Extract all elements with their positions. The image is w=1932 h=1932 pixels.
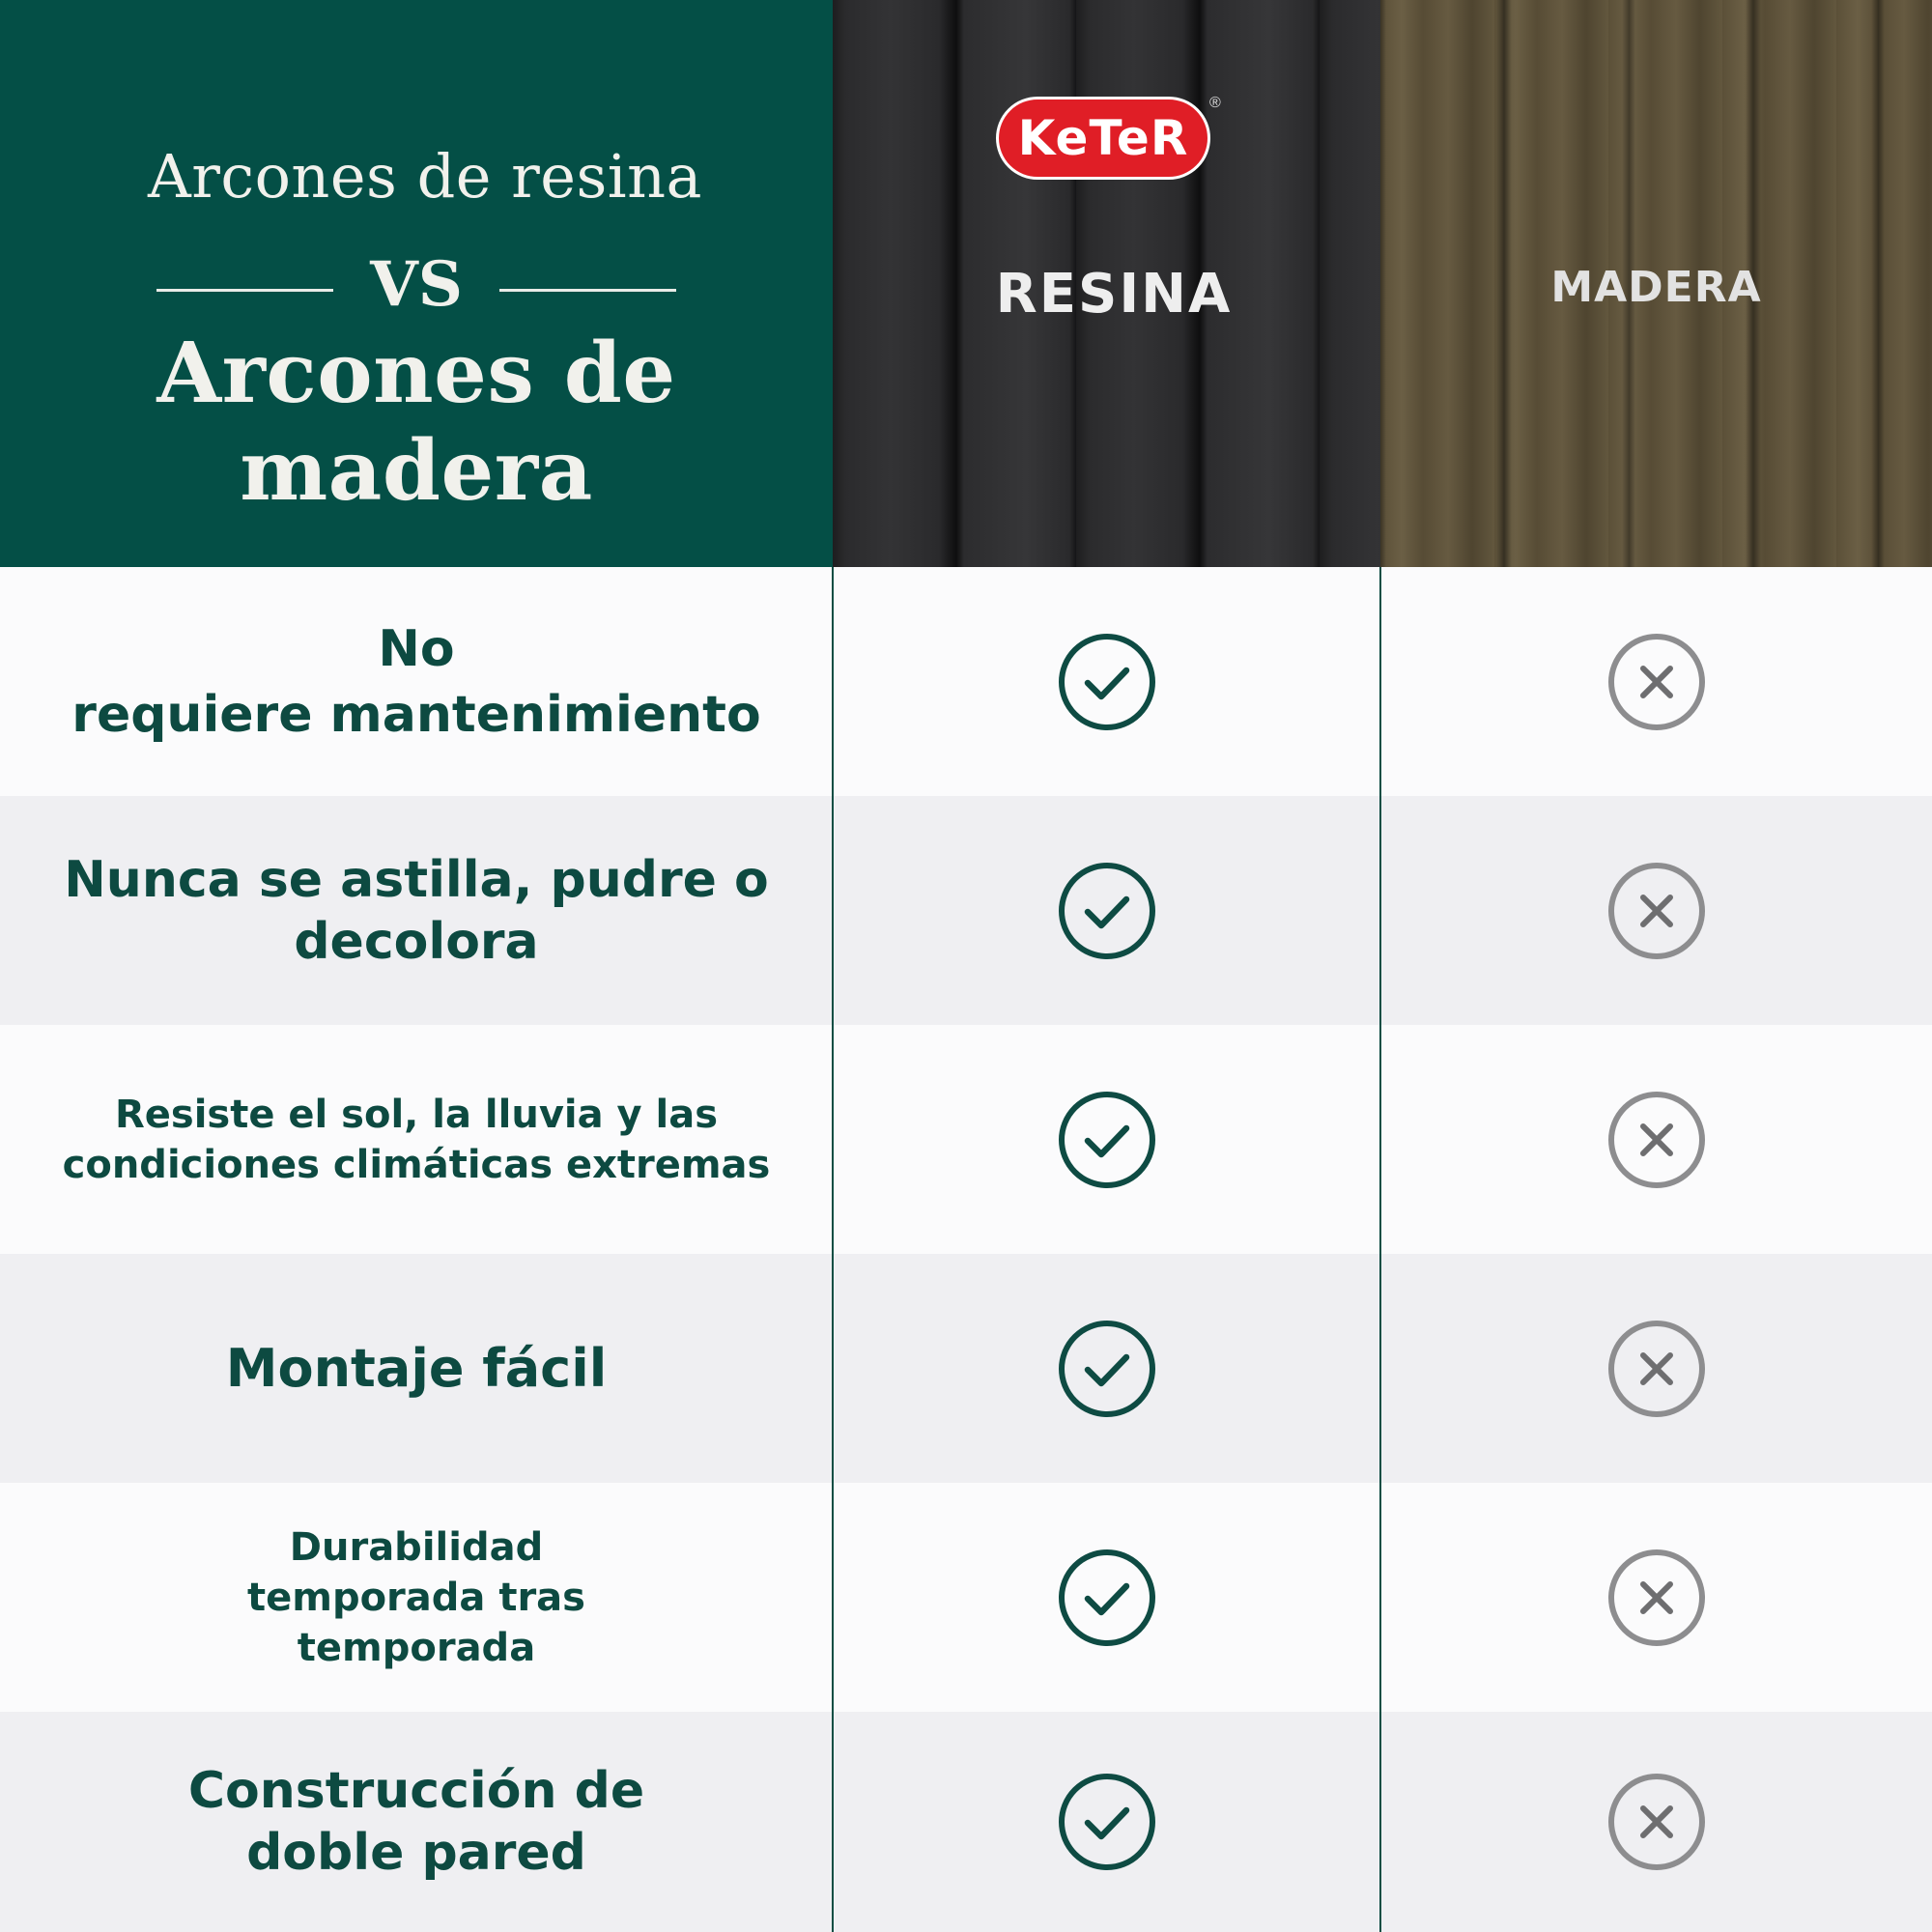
check-icon: [1057, 861, 1157, 961]
feature-text: Montaje fácil: [225, 1337, 608, 1399]
cross-icon: [1606, 1090, 1707, 1190]
feature-text: Durabilidad temporada tras temporada: [247, 1524, 585, 1670]
column-divider: [1379, 567, 1381, 1932]
feature-cell: [0, 1483, 833, 1712]
feature-cell: [0, 1254, 833, 1483]
cross-icon: [1606, 632, 1707, 732]
cross-icon: [1606, 861, 1707, 961]
feature-text: Resiste el sol, la lluvia y las condiciones climáticas extremas: [62, 1092, 771, 1187]
vs-label: VS: [370, 248, 463, 321]
check-icon: [1057, 1090, 1157, 1190]
resin-column-header: [833, 0, 1380, 567]
check-icon: [1057, 1548, 1157, 1648]
cross-icon: [1606, 1319, 1707, 1419]
table-row: [0, 1712, 1932, 1932]
wood-cell: [1380, 1254, 1932, 1483]
resin-cell: [833, 1025, 1380, 1254]
title-line-1: Arcones de resina: [147, 141, 703, 212]
resin-cell: [833, 1254, 1380, 1483]
table-row: [0, 796, 1932, 1025]
resin-cell: [833, 567, 1380, 796]
table-row: [0, 567, 1932, 796]
vs-right-line: [499, 289, 676, 292]
resin-cell: [833, 796, 1380, 1025]
cross-icon: [1606, 1772, 1707, 1872]
keter-logo-text: KeTeR: [1017, 110, 1189, 166]
header: [0, 0, 1932, 567]
comparison-table: [0, 567, 1932, 1932]
table-row: [0, 1483, 1932, 1712]
resin-cell: [833, 1712, 1380, 1932]
check-icon: [1057, 632, 1157, 732]
resin-label: RESINA: [995, 263, 1233, 326]
table-row: [0, 1254, 1932, 1483]
wood-column-header: [1380, 0, 1932, 567]
vs-divider: [0, 243, 833, 336]
table-row: [0, 1025, 1932, 1254]
wood-cell: [1380, 567, 1932, 796]
check-icon: [1057, 1772, 1157, 1872]
registered-mark: ®: [1209, 95, 1221, 111]
vs-left-line: [156, 289, 333, 292]
resin-cell: [833, 1483, 1380, 1712]
wood-label: MADERA: [1550, 263, 1762, 312]
feature-text: Nunca se astilla, pudre o decolora: [64, 850, 769, 971]
column-divider: [832, 567, 834, 1932]
wood-cell: [1380, 1712, 1932, 1932]
feature-cell: [0, 1025, 833, 1254]
wood-cell: [1380, 796, 1932, 1025]
keter-logo: [996, 97, 1210, 180]
title-line-2: Arcones de madera: [156, 325, 676, 520]
wood-cell: [1380, 1483, 1932, 1712]
check-icon: [1057, 1319, 1157, 1419]
feature-text: Construcción de doble pared: [187, 1762, 645, 1882]
title-panel: [0, 0, 833, 567]
feature-cell: [0, 796, 833, 1025]
feature-text: No requiere mantenimiento: [71, 619, 761, 744]
cross-icon: [1606, 1548, 1707, 1648]
wood-cell: [1380, 1025, 1932, 1254]
feature-cell: [0, 567, 833, 796]
feature-cell: [0, 1712, 833, 1932]
